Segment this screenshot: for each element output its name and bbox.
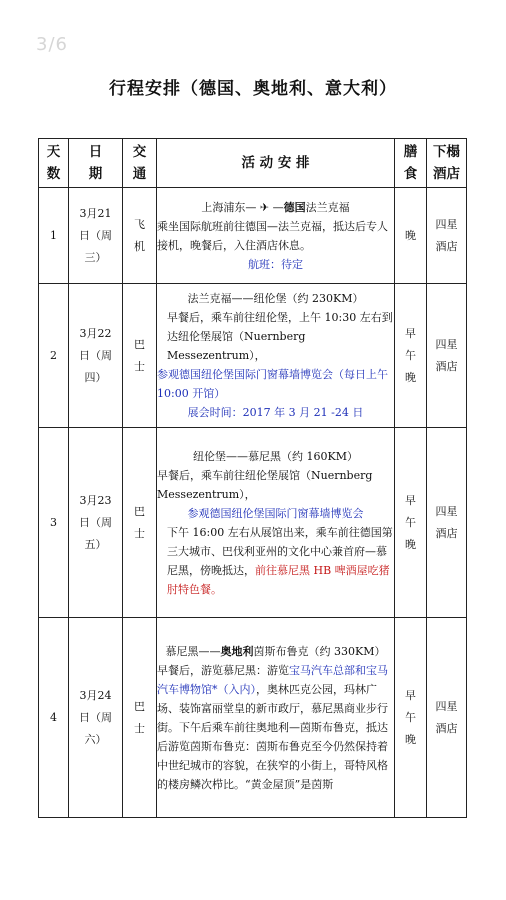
date-cell: 3月21 日（周 三） [69,188,123,284]
table-row [39,428,467,618]
expo-dates: 展会时间：2017 年 3 月 21 -24 日 [187,406,364,419]
activity-cell [157,618,395,818]
route-line: 慕尼黑——奥地利茵斯布鲁克（约 330KM） [165,644,386,658]
header-hotel: 下榻 酒店 [427,139,467,188]
activity-cell [157,188,395,284]
activity-text: 早餐后，游览慕尼黑：游览宝马汽车总部和宝马汽车博物馆*（入内），奥林匹克公园，玛林广场、装饰富丽堂皇的新市政厅，慕尼黑商业步行街。下午后乘车前往奥地利—茵斯布鲁克，抵达后游览茵斯布鲁克：茵斯布鲁克至今仍然保持着中世纪城市的容貌，在狭窄的小街上，哥特风格的楼房鳞次栉比。“黄金屋顶”是茵斯 [157,663,388,791]
meals-cell: 早 午 晚 [395,284,427,428]
expo-link: 参观德国纽伦堡国际门窗幕墙博览会（每日上午 10:00 开馆） [157,368,388,400]
day-cell: 1 [39,188,69,284]
date-cell: 3月23 日（周 五） [69,428,123,618]
activity-text: 下午 16:00 左右从展馆出来，乘车前往德国第三大城市、巴伐利亚州的文化中心兼首府—慕尼黑，傍晚抵达，前往慕尼黑 HB 啤酒屋吃猪肘特色餐。 [167,525,393,596]
hotel-cell: 四星 酒店 [427,618,467,818]
transport-cell: 巴 士 [123,284,157,428]
activity-text: 早餐后，乘车前往纽伦堡展馆（Nuernberg Messezentrum）， [157,468,373,501]
header-day: 天 数 [39,139,69,188]
hotel-cell: 四星 酒店 [427,284,467,428]
route-line: 法兰克福——纽伦堡（约 230KM） [187,292,364,305]
restaurant-note: 前往慕尼黑 HB 啤酒屋吃猪肘特色餐。 [167,563,390,596]
page-title: 行程安排（德国、奥地利、意大利） [109,79,397,99]
header-meals: 膳 食 [395,139,427,188]
transport-cell: 巴 士 [123,618,157,818]
meals-cell: 晚 [395,188,427,284]
date-cell: 3月22 日（周 四） [69,284,123,428]
bmw-museum-link: 宝马汽车总部和宝马汽车博物馆*（入内） [157,663,388,696]
expo-link: 参观德国纽伦堡国际门窗幕墙博览会 [187,506,364,520]
itinerary-table [38,138,467,818]
page-indicator: 3/6 [36,34,68,55]
day-cell: 2 [39,284,69,428]
header-activity: 活 动 安 排 [157,139,395,188]
table-row [39,618,467,818]
table-header-row [39,139,467,188]
activity-cell [157,428,395,618]
day-cell: 3 [39,428,69,618]
hotel-cell: 四星 酒店 [427,188,467,284]
meals-cell: 早 午 晚 [395,428,427,618]
hotel-cell: 四星 酒店 [427,428,467,618]
transport-cell: 飞 机 [123,188,157,284]
activity-text: 乘坐国际航班前往德国—法兰克福，抵达后专人接机，晚餐后，入住酒店休息。 [157,219,388,252]
route-line: 上海浦东— ✈ —德国法兰克福 [201,200,350,214]
transport-cell: 巴 士 [123,428,157,618]
table-row [39,188,467,284]
date-cell: 3月24 日（周 六） [69,618,123,818]
route-line: 纽伦堡——慕尼黑（约 160KM） [193,449,358,463]
meals-cell: 早 午 晚 [395,618,427,818]
table-row [39,284,467,428]
activity-text: 早餐后，乘车前往纽伦堡，上午 10:30 左右到达纽伦堡展馆（Nuernberg Messezentrum）， [167,311,393,362]
header-transport: 交 通 [123,139,157,188]
flight-info: 航班：待定 [248,257,303,271]
header-date: 日 期 [69,139,123,188]
airplane-icon: ✈ [259,200,270,214]
day-cell: 4 [39,618,69,818]
activity-cell [157,284,395,428]
